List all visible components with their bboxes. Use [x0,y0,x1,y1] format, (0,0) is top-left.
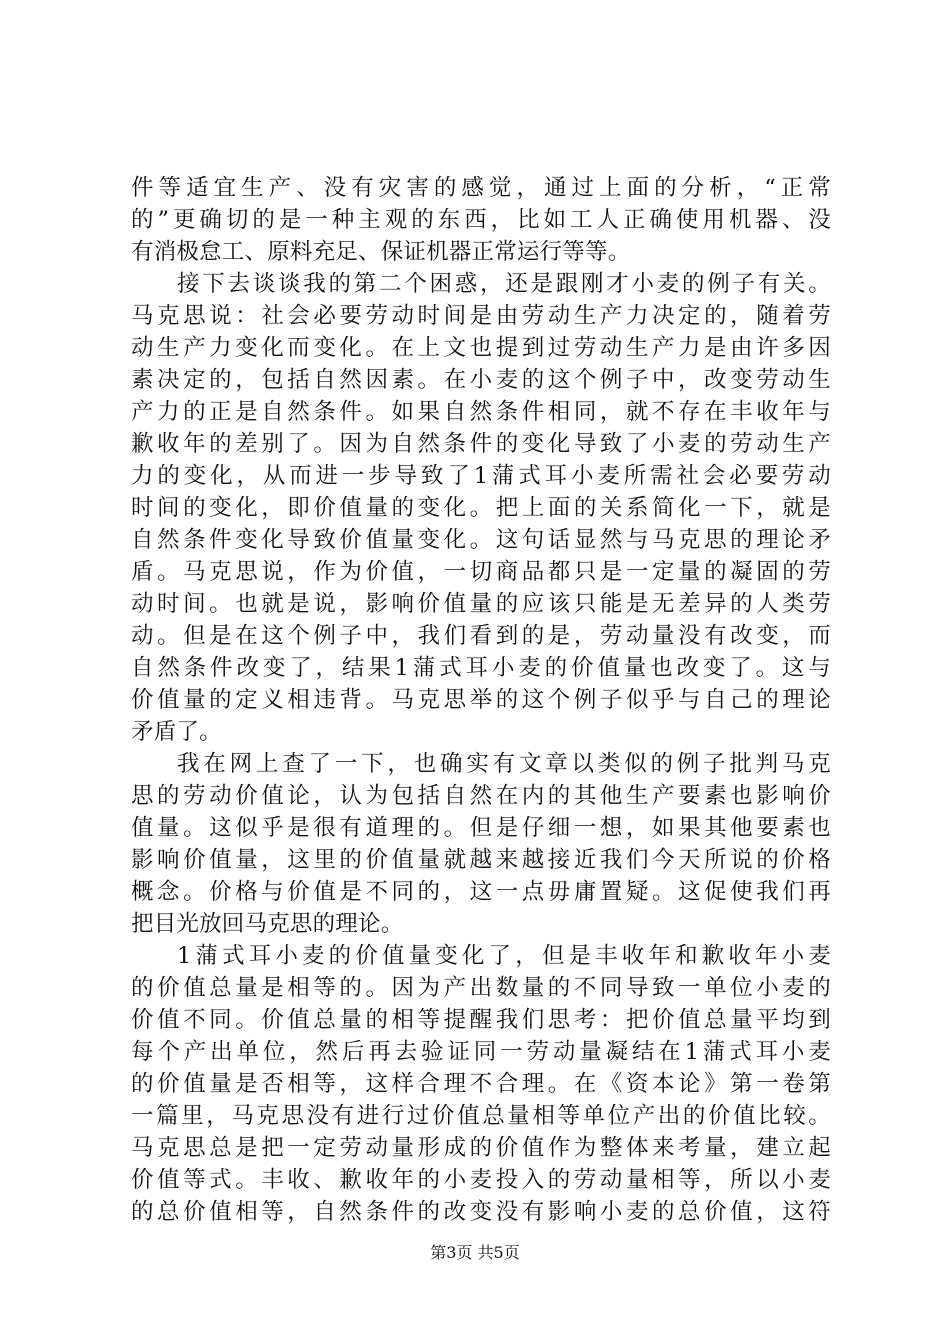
text-line: 盾。马克思说，作为价值，一切商品都只是一定量的凝固的劳 [131,559,831,585]
text-line: 概念。价格与价值是不同的，这一点毋庸置疑。这促使我们再 [131,879,831,905]
text-line: 的”更确切的是一种主观的东西，比如工人正确使用机器、没 [131,207,831,233]
text-line: 价值等式。丰收、歉收年的小麦投入的劳动量相等，所以小麦 [131,1167,831,1193]
text-line: 把目光放回马克思的理论。 [131,911,404,937]
text-line: 思的劳动价值论，认为包括自然在内的其他生产要素也影响价 [131,783,831,809]
text-line: 价值不同。价值总量的相等提醒我们思考：把价值总量平均到 [131,1007,831,1033]
text-line: 动时间。也就是说，影响价值量的应该只能是无差异的人类劳 [131,591,831,617]
text-line: 马克思总是把一定劳动量形成的价值作为整体来考量，建立起 [131,1135,831,1161]
text-line: 件等适宜生产、没有灾害的感觉，通过上面的分析，“正常 [131,175,831,201]
text-line: 自然条件变化导致价值量变化。这句话显然与马克思的理论矛 [131,527,831,553]
text-line: 有消极怠工、原料充足、保证机器正常运行等等。 [131,239,631,265]
text-line: 力的变化，从而进一步导致了1蒲式耳小麦所需社会必要劳动 [131,463,831,489]
text-line: 动生产力变化而变化。在上文也提到过劳动生产力是由许多因 [131,335,831,361]
text-line: 歉收年的差别了。因为自然条件的变化导致了小麦的劳动生产 [131,431,831,457]
text-line: 我在网上查了一下，也确实有文章以类似的例子批判马克 [177,751,831,777]
text-line: 时间的变化，即价值量的变化。把上面的关系简化一下，就是 [131,495,831,521]
text-line: 价值量的定义相违背。马克思举的这个例子似乎与自己的理论 [131,687,831,713]
page-footer [0,1243,950,1263]
page-number-label: 第3页 共5页 [430,1243,520,1262]
text-line: 产力的正是自然条件。如果自然条件相同，就不存在丰收年与 [131,399,831,425]
text-line: 矛盾了。 [131,719,222,745]
text-line: 影响价值量，这里的价值量就越来越接近我们今天所说的价格 [131,847,831,873]
text-line: 一篇里，马克思没有进行过价值总量相等单位产出的价值比较。 [131,1103,831,1129]
text-line: 自然条件改变了，结果1蒲式耳小麦的价值量也改变了。这与 [131,655,831,681]
text-line: 接下去谈谈我的第二个困惑，还是跟刚才小麦的例子有关。 [177,271,831,297]
text-line: 动。但是在这个例子中，我们看到的是，劳动量没有改变，而 [131,623,831,649]
text-line: 的价值总量是相等的。因为产出数量的不同导致一单位小麦的 [131,975,831,1001]
document-body [131,172,831,1228]
text-line: 的价值量是否相等，这样合理不合理。在《资本论》第一卷第 [131,1071,831,1097]
text-line: 马克思说：社会必要劳动时间是由劳动生产力决定的，随着劳 [131,303,831,329]
text-line: 每个产出单位，然后再去验证同一劳动量凝结在1蒲式耳小麦 [131,1039,831,1065]
text-line: 的总价值相等，自然条件的改变没有影响小麦的总价值，这符 [131,1199,831,1225]
text-line: 1蒲式耳小麦的价值量变化了，但是丰收年和歉收年小麦 [177,943,831,969]
text-line: 素决定的，包括自然因素。在小麦的这个例子中，改变劳动生 [131,367,831,393]
text-line: 值量。这似乎是很有道理的。但是仔细一想，如果其他要素也 [131,815,831,841]
